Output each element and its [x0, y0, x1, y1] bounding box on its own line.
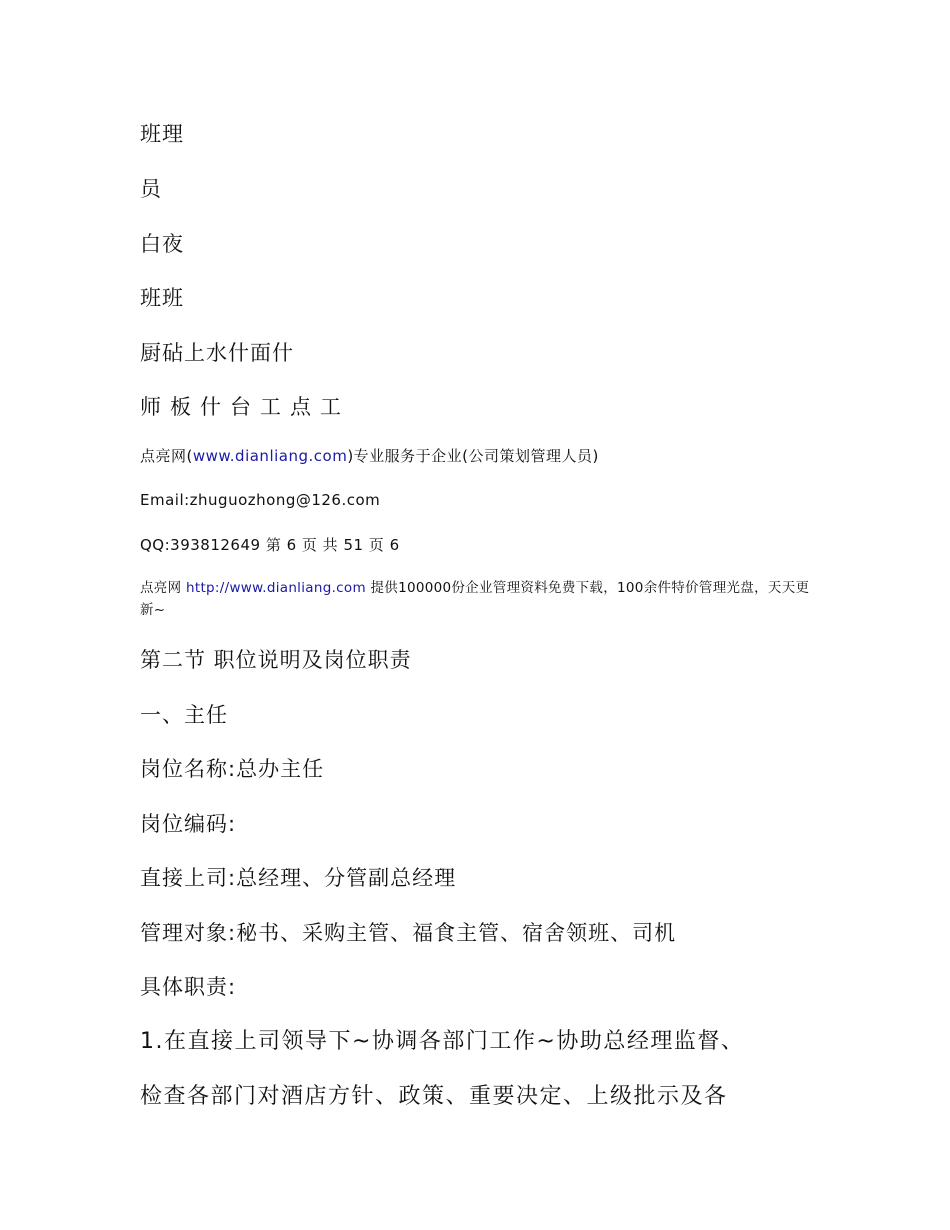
section-heading: 一、主任: [140, 703, 228, 727]
document-page: [140, 0, 820, 1230]
ad-paragraph: [140, 577, 820, 621]
ad-prefix: 点亮网: [140, 580, 186, 596]
promo-link[interactable]: www.dianliang.com: [192, 447, 348, 465]
duties-label: 具体职责:: [140, 975, 237, 999]
section-title: 第二节 职位说明及岗位职责: [140, 648, 412, 672]
text-line-3: 白夜: [140, 232, 184, 256]
text-line-5: 厨砧上水什面什: [140, 341, 294, 365]
job-code: 岗位编码:: [140, 812, 237, 836]
promo-line: [140, 445, 599, 467]
qq-page-line: QQ:393812649 第 6 页 共 51 页 6: [140, 536, 400, 554]
job-name: 岗位名称:总办主任: [140, 757, 325, 781]
ad-link[interactable]: http://www.dianliang.com: [186, 580, 366, 596]
text-line-6: 师板什台工点工: [140, 395, 350, 419]
duty-1-line-2: 检查各部门对酒店方针、政策、重要决定、上级批示及各: [140, 1084, 728, 1109]
promo-prefix: 点亮网(: [140, 447, 193, 465]
text-line-2: 员: [140, 177, 162, 201]
promo-suffix: )专业服务于企业(公司策划管理人员): [347, 447, 599, 465]
management-objects: 管理对象:秘书、采购主管、福食主管、宿舍领班、司机: [140, 921, 677, 945]
ad-suffix: 提供100000份企业管理资料免费下载，100余件特价管理光盘，天天更新~: [140, 580, 810, 618]
direct-superior: 直接上司:总经理、分管副总经理: [140, 866, 457, 890]
email-line: Email:zhuguozhong@126.com: [140, 491, 381, 509]
text-line-4: 班班: [140, 286, 184, 310]
text-line-1: 班理: [140, 122, 184, 146]
duty-1-line-1: 1.在直接上司领导下~协调各部门工作~协助总经理监督、: [140, 1029, 745, 1054]
